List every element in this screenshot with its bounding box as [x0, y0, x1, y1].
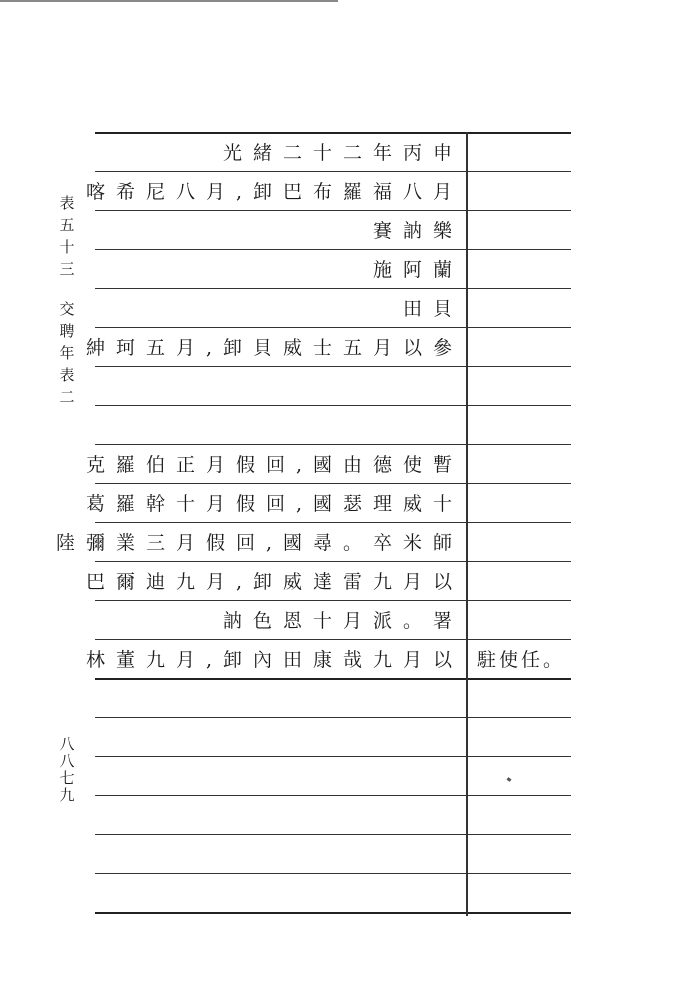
top-edge-rule [0, 0, 338, 2]
side-title-gap [55, 280, 79, 298]
row-divider [95, 717, 571, 718]
column-divider [466, 132, 468, 916]
row-divider [95, 873, 571, 874]
table-row [95, 600, 463, 639]
table-row [95, 210, 463, 249]
side-title-table-name: 交聘年表二 [59, 300, 75, 406]
row-text: 施阿蘭 [372, 259, 463, 281]
row-divider [95, 678, 571, 680]
row-divider [95, 795, 571, 796]
table-row [85, 327, 463, 366]
table-row [85, 171, 463, 210]
right-column-text: 駐使任。 [476, 649, 565, 671]
row-divider [95, 756, 571, 757]
row-divider [95, 834, 571, 835]
right-column-cell [471, 639, 571, 678]
table-row [95, 249, 463, 288]
row-text: 葛羅幹十月假回,國瑟理威十 [85, 493, 463, 515]
row-text: 巴爾迪九月,卸威達雷九月以 [85, 571, 463, 593]
row-text: 林董九月,卸內田康哉九月以 [85, 649, 463, 671]
table-row [95, 132, 463, 171]
row-text: 訥色恩十月派。署 [222, 610, 463, 632]
table-row [85, 444, 463, 483]
table-bottom-rule [95, 912, 571, 914]
row-text: 喀希尼八月,卸巴布羅福八月 [85, 181, 463, 203]
table-row [95, 366, 463, 405]
row-text: 光緒二十二年丙申 [222, 142, 463, 164]
table-row [95, 405, 463, 444]
side-title-table-number: 表五十三 [59, 194, 75, 278]
row-text: 陸彌業三月假回,國尋。卒米師 [55, 532, 463, 554]
row-text: 紳珂五月,卸貝威士五月以參 [85, 337, 463, 359]
table-row [85, 483, 463, 522]
table-row [85, 639, 463, 678]
row-text: 田貝 [402, 298, 463, 320]
page-number: 八八七九 [59, 735, 75, 804]
row-text: 賽訥樂 [372, 220, 463, 242]
table-row [55, 522, 463, 561]
row-text: 克羅伯正月假回,國由德使暫 [85, 454, 463, 476]
table-row [95, 288, 463, 327]
table-row [85, 561, 463, 600]
side-title [55, 192, 79, 408]
